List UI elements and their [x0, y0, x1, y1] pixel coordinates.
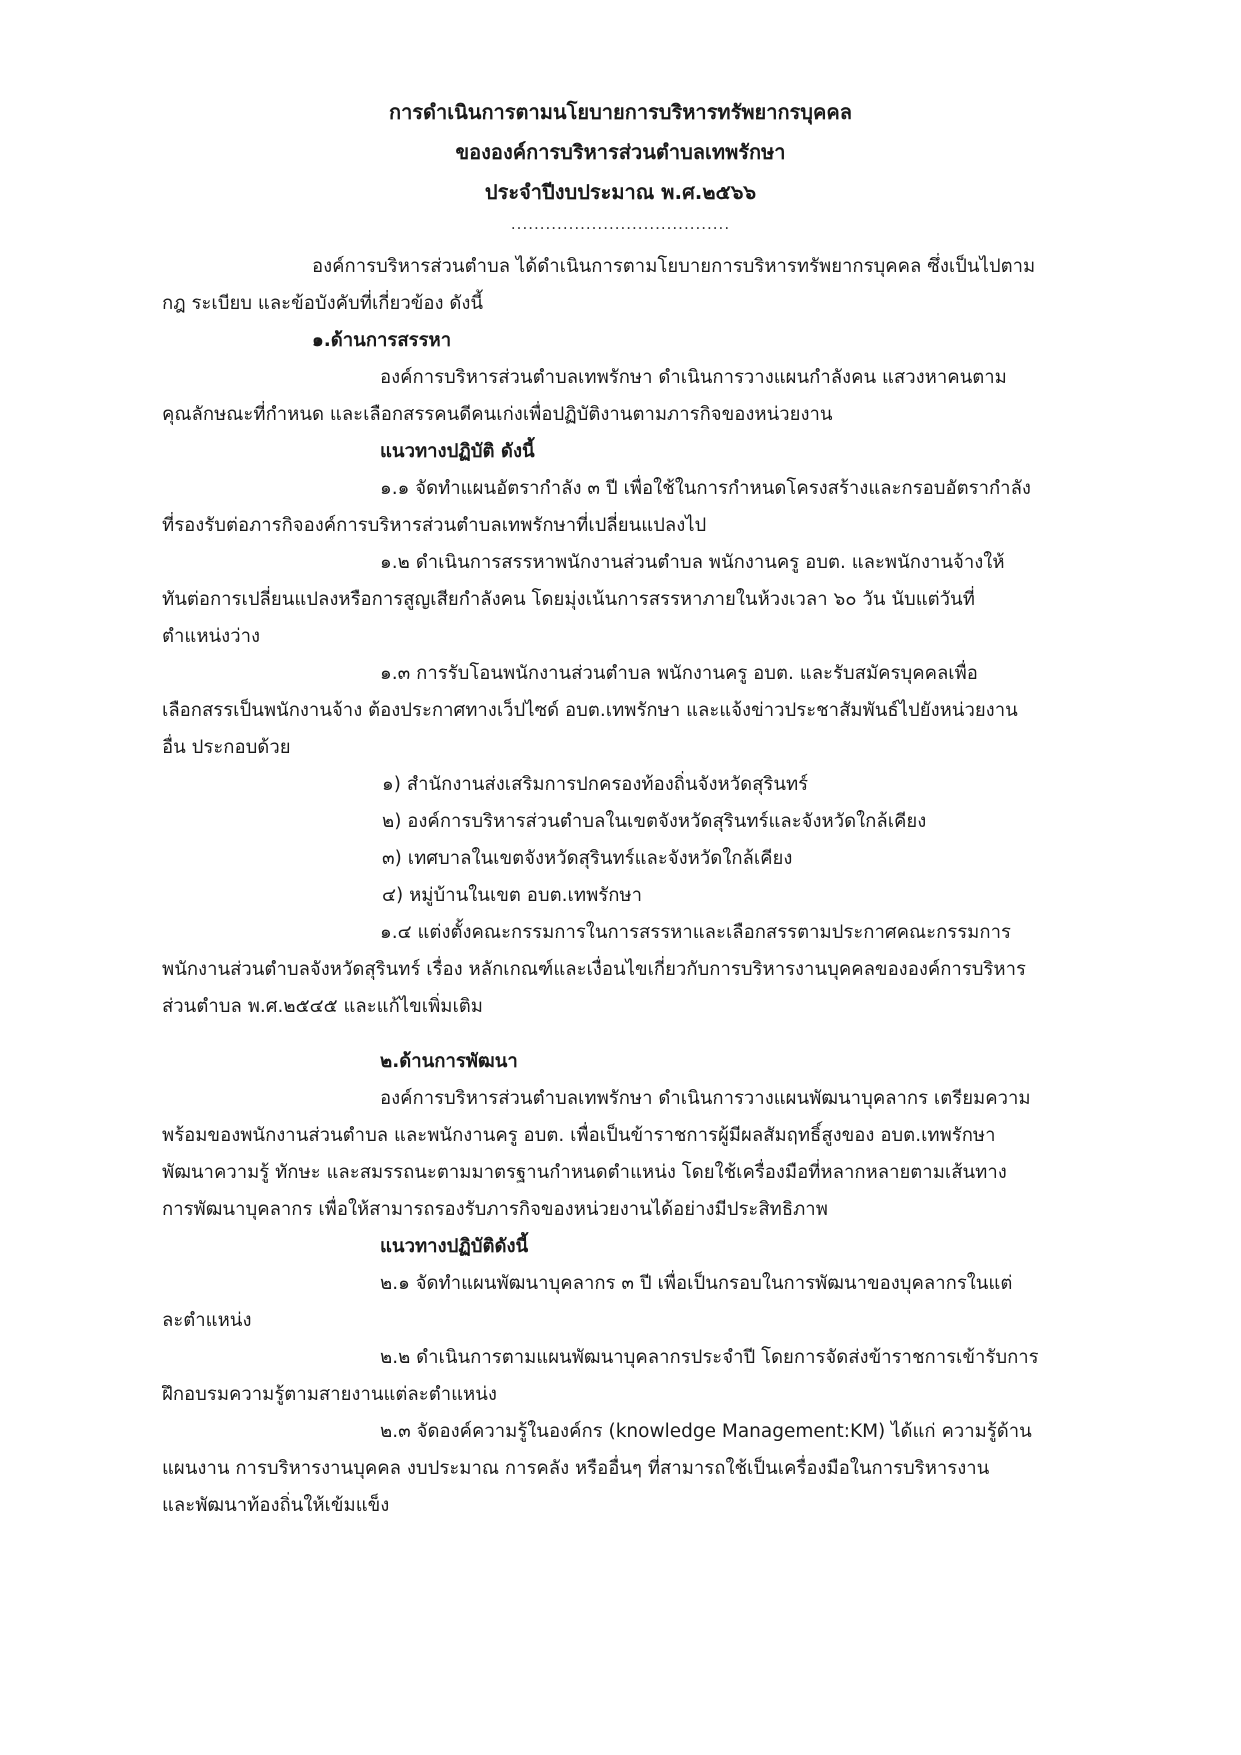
section1-sub-item-4: ๔) หมู่บ้านในเขต อบต.เทพรักษา — [382, 885, 642, 906]
section2-item3-line-3: และพัฒนาท้องถิ่นให้เข้มแข็ง — [162, 1495, 390, 1516]
section2-guide-heading: แนวทางปฏิบัติดังนี้ — [380, 1236, 529, 1257]
section2-desc-line-1: องค์การบริหารส่วนตำบลเทพรักษา ดำเนินการวางแผนพัฒนาบุคลากร เตรียมความ — [380, 1088, 1031, 1109]
document-body — [162, 248, 1122, 1524]
section1-guide-heading: แนวทางปฏิบัติ ดังนี้ — [380, 441, 535, 462]
section1-item4-line-2: พนักงานส่วนตำบลจังหวัดสุรินทร์ เรื่อง หลักเกณฑ์และเงื่อนไขเกี่ยวกับการบริหารงานบุคคลขององค์การบริหาร — [162, 959, 1026, 980]
section2-desc-line-4: การพัฒนาบุคลากร เพื่อให้สามารถรองรับภารกิจของหน่วยงานได้อย่างมีประสิทธิภาพ — [162, 1199, 828, 1220]
title-line-1: การดำเนินการตามนโยบายการบริหารทรัพยากรบุคคล — [388, 100, 853, 124]
section2-item1-line-2: ละตำแหน่ง — [162, 1310, 252, 1331]
section1-item4-line-1: ๑.๔ แต่งตั้งคณะกรรมการในการสรรหาและเลือกสรรตามประกาศคณะกรรมการ — [380, 922, 1011, 943]
section2-heading: ๒.ด้านการพัฒนา — [380, 1051, 518, 1072]
section1-item1-line-2: ที่รองรับต่อภารกิจองค์การบริหารส่วนตำบลเทพรักษาที่เปลี่ยนแปลงไป — [162, 515, 707, 536]
section1-sub-item-3: ๓) เทศบาลในเขตจังหวัดสุรินทร์และจังหวัดใกล้เคียง — [382, 848, 793, 869]
section2-item2-line-2: ฝึกอบรมความรู้ตามสายงานแต่ละตำแหน่ง — [162, 1384, 497, 1405]
section2-desc-line-2: พร้อมของพนักงานส่วนตำบล และพนักงานครู อบต. เพื่อเป็นข้าราชการผู้มีผลสัมฤทธิ์สูงของ อบต.เทพรักษา — [162, 1125, 996, 1146]
section1-item3-line-1: ๑.๓ การรับโอนพนักงานส่วนตำบล พนักงานครู อบต. และรับสมัครบุคคลเพื่อ — [380, 663, 978, 684]
section-spacer — [162, 1025, 1122, 1043]
section2-desc-line-3: พัฒนาความรู้ ทักษะ และสมรรถนะตามมาตรฐานกำหนดตำแหน่ง โดยใช้เครื่องมือที่หลากหลายตามเส้นทาง — [162, 1162, 1007, 1183]
section2-item1-line-1: ๒.๑ จัดทำแผนพัฒนาบุคลากร ๓ ปี เพื่อเป็นกรอบในการพัฒนาของบุคลากรในแต่ — [380, 1273, 1013, 1294]
section2-item3-line-2: แผนงาน การบริหารงานบุคคล งบประมาณ การคลัง หรืออื่นๆ ที่สามารถใช้เป็นเครื่องมือในการบริหารงาน — [162, 1458, 990, 1479]
section1-sub-item-2: ๒) องค์การบริหารส่วนตำบลในเขตจังหวัดสุรินทร์และจังหวัดใกล้เคียง — [382, 811, 927, 832]
section1-desc-line-2: คุณลักษณะที่กำหนด และเลือกสรรคนดีคนเก่งเพื่อปฏิบัติงานตามภารกิจของหน่วยงาน — [162, 404, 833, 425]
section1-item2-line-3: ตำแหน่งว่าง — [162, 626, 261, 647]
section1-heading: ๑.ด้านการสรรหา — [312, 330, 452, 351]
intro-line-1: องค์การบริหารส่วนตำบล ได้ดำเนินการตามโยบายการบริหารทรัพยากรบุคคล ซึ่งเป็นไปตาม — [312, 256, 1036, 277]
intro-line-2: กฎ ระเบียบ และข้อบังคับที่เกี่ยวข้อง ดังนี้ — [162, 293, 484, 314]
section1-item3-line-3: อื่น ประกอบด้วย — [162, 737, 291, 758]
title-line-3: ประจำปีงบประมาณ พ.ศ.๒๕๖๖ — [484, 180, 757, 204]
section1-sub-item-1: ๑) สำนักงานส่งเสริมการปกครองท้องถิ่นจังหวัดสุรินทร์ — [382, 774, 809, 795]
section1-desc-line-1: องค์การบริหารส่วนตำบลเทพรักษา ดำเนินการวางแผนกำลังคน แสวงหาคนตาม — [380, 367, 1007, 388]
section2-item2-line-1: ๒.๒ ดำเนินการตามแผนพัฒนาบุคลากรประจำปี โดยการจัดส่งข้าราชการเข้ารับการ — [380, 1347, 1039, 1368]
title-line-2: ขององค์การบริหารส่วนตำบลเทพรักษา — [455, 140, 786, 164]
title-divider-dots: ...................................... — [510, 215, 731, 233]
section1-item3-line-2: เลือกสรรเป็นพนักงานจ้าง ต้องประกาศทางเว็ปไซด์ อบต.เทพรักษา และแจ้งข่าวประชาสัมพันธ์ไปยังหน่วยงาน — [162, 700, 1018, 721]
section1-item2-line-2: ทันต่อการเปลี่ยนแปลงหรือการสูญเสียกำลังคน โดยมุ่งเน้นการสรรหาภายในห้วงเวลา ๖๐ วัน นับแต่วันที่ — [162, 589, 975, 610]
section2-item3-line-1: ๒.๓ จัดองค์ความรู้ในองค์กร (knowledge Management:KM) ได้แก่ ความรู้ด้าน — [380, 1421, 1032, 1442]
document-title — [0, 92, 1241, 236]
section1-item4-line-3: ส่วนตำบล พ.ศ.๒๕๔๕ และแก้ไขเพิ่มเติม — [162, 996, 483, 1017]
section1-item1-line-1: ๑.๑ จัดทำแผนอัตรากำลัง ๓ ปี เพื่อใช้ในการกำหนดโครงสร้างและกรอบอัตรากำลัง — [380, 478, 1031, 499]
section1-item2-line-1: ๑.๒ ดำเนินการสรรหาพนักงานส่วนตำบล พนักงานครู อบต. และพนักงานจ้างให้ — [380, 552, 1005, 573]
